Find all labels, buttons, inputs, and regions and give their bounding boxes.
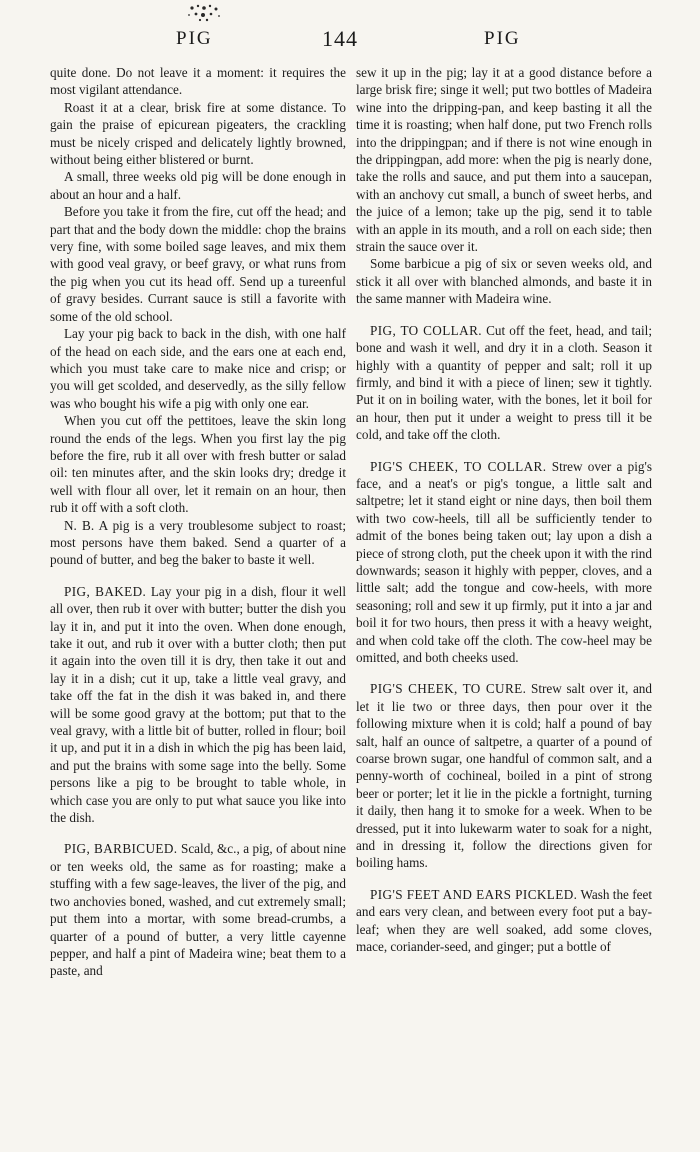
entry-text: Cut off the feet, head, and tail; bone and wash it well, and dry it in a cloth. Season it highly with a quantity of pepper and salt; roll it up firmly, and bind it with a piece of linen; sew it tightly. Put it on in boiling water, with the bones, let it boil for an hour, then put it under a weight to press till it be cold, and take off the cloth. — [356, 322, 653, 443]
running-head-left: PIG — [176, 28, 213, 49]
recipe-entry-cheek-collar — [356, 458, 652, 667]
decorative-flourish-icon — [184, 2, 224, 24]
paragraph: quite done. Do not leave it a moment: it requires the most vigilant attendance. — [50, 65, 346, 98]
entry-heading: PIG'S CHEEK, TO COLLAR. — [370, 458, 547, 474]
entry-text: Scald, &c., a pig, of about nine or ten weeks old, the same as for roasting; make a stuffing with a few sage-leaves, the liver of the pig, and two anchovies boned, washed, and cut extremely small; put them into a mortar, with some bread-crumbs, a quarter of a pound of butter, a very little cayenne pepper, and half a pint of Madeira wine; beat them to a paste, and — [50, 841, 347, 979]
entry-heading: PIG, BAKED. — [64, 583, 147, 599]
entry-text: Strew salt over it, and let it lie two or three days, then pour over it the following mixture when it is cold; half a pound of bay salt, half an ounce of saltpetre, a quarter of a pound of coarse brown sugar, one handful of common salt, and a penny-worth of cochineal, boiled in a pint of strong beer or porter; let it lie in the pickle a fortnight, turning it daily, then hang it to smoke for a week. When to be dressed, put it into lukewarm water to soak for a night, and in dressing it, follow the directions given for boiling hams. — [356, 681, 652, 871]
paragraph: A small, three weeks old pig will be done enough in about an hour and a half. — [50, 169, 346, 202]
paragraph: Lay your pig back to back in the dish, with one half of the head on each side, and the ears one at each end, which you must take care to make nice and crisp; or you will get scolded, and deservedly, as the silly fellow was who bought his wife a pig with only one ear. — [50, 326, 346, 411]
entry-heading: PIG, BARBICUED. — [64, 841, 178, 857]
entry-text: Wash the feet and ears very clean, and between every foot put a bay-leaf; when they are well soaked, add some cloves, mace, coriander-seed, and ginger; put a bottle of — [356, 886, 653, 955]
recipe-entry-pig-barbicued — [50, 840, 346, 979]
entry-text: Strew over a pig's face, and a neat's or pig's tongue, a little salt and saltpetre; let it stand eight or nine days, then boil them with two cow-heels, till all be sufficiently tender to admit of the bones being taken out; lay upon a dish a piece of strong cloth, put the cheek upon it with the rind downwards; season it highly with pepper, cloves, and a little salt; add the tongue and cow-heels, with more seasoning; roll and sew it up firmly, put it into a jar and boil it for two hours, then press it with a heavy weight, and when cold take off the cloth. The cow-heel may be omitted, and both cheeks used. — [356, 458, 653, 665]
page-header — [0, 28, 700, 56]
right-column — [356, 64, 652, 956]
entry-heading: PIG, TO COLLAR. — [370, 322, 482, 338]
paragraph: sew it up in the pig; lay it at a good distance before a large brisk fire; singe it well; put two bottles of Madeira wine into the dripping-pan, and keep basting it all the time it is roasting; when half done, put two French rolls into the drippingpan; and if there is not wine enough in the drippingpan, add more: when the pig is nearly done, take the rolls and sauce, and put them into a saucepan, with an anchovy cut small, a bunch of sweet herbs, and the juice of a lemon; take up the pig, send it to table with an apple in its mouth, and a roll on each side; then strain the sauce over it. — [356, 65, 652, 255]
entry-heading: PIG'S CHEEK, TO CURE. — [370, 681, 527, 697]
paragraph: Before you take it from the fire, cut off the head; and part that and the body down the middle: chop the brains very fine, with some boiled sage leaves, and mix them with good veal gravy, or beef gravy, or what runs from the pig when you cut its head off. Send up a tureenful of gravy besides. Currant sauce is still a favorite with some of the old school. — [50, 204, 346, 324]
paragraph: N. B. A pig is a very troublesome subject to roast; most persons have them baked. Send a quarter of a pound of butter, and beg the baker to baste it well. — [50, 517, 346, 568]
recipe-entry-pig-baked — [50, 583, 346, 827]
entry-heading: PIG'S FEET AND EARS PICKLED. — [370, 886, 578, 902]
paragraph: Roast it at a clear, brisk fire at some distance. To gain the praise of epicurean pigeaters, the crackling must be nicely crisped and delicately lightly browned, without being either blistered or burnt. — [50, 99, 346, 168]
left-column — [50, 64, 346, 980]
recipe-entry-feet-ears — [356, 886, 652, 956]
entry-text: Lay your pig in a dish, flour it well all over, then rub it over with butter; butter the dish you lay it in, and put it into the oven. When done enough, take it out, and rub it over with a butter cloth; then put it again into the oven till it is dry, then take it out and lay it in a dish; cut it up, take a little veal gravy, and take off the fat in the dish it was baked in, and there will be some good gravy at the bottom; put that to the veal gravy, with a little bit of butter, rolled in flour; boil it up, and put it in a dish in which the pig has been laid, and put the brains with some sage into the belly. Some persons like a pig to be brought to table whole, in which case you are only to put what sauce you like into the dish. — [50, 583, 347, 826]
recipe-entry-cheek-cure — [356, 680, 652, 871]
page-number: 144 — [322, 26, 358, 51]
recipe-entry-pig-collar — [356, 322, 652, 444]
running-head-right: PIG — [484, 28, 521, 49]
paragraph: Some barbicue a pig of six or seven weeks old, and stick it all over with blanched almonds, and baste it in the same manner with Madeira wine. — [356, 256, 652, 307]
paragraph: When you cut off the pettitoes, leave the skin long round the ends of the legs. When you first lay the pig before the fire, rub it all over with fresh butter or salad oil: ten minutes after, and the skin looks dry; dredge it well with flour all over, let it remain on an hour, then rub it off with a soft cloth. — [50, 413, 346, 516]
